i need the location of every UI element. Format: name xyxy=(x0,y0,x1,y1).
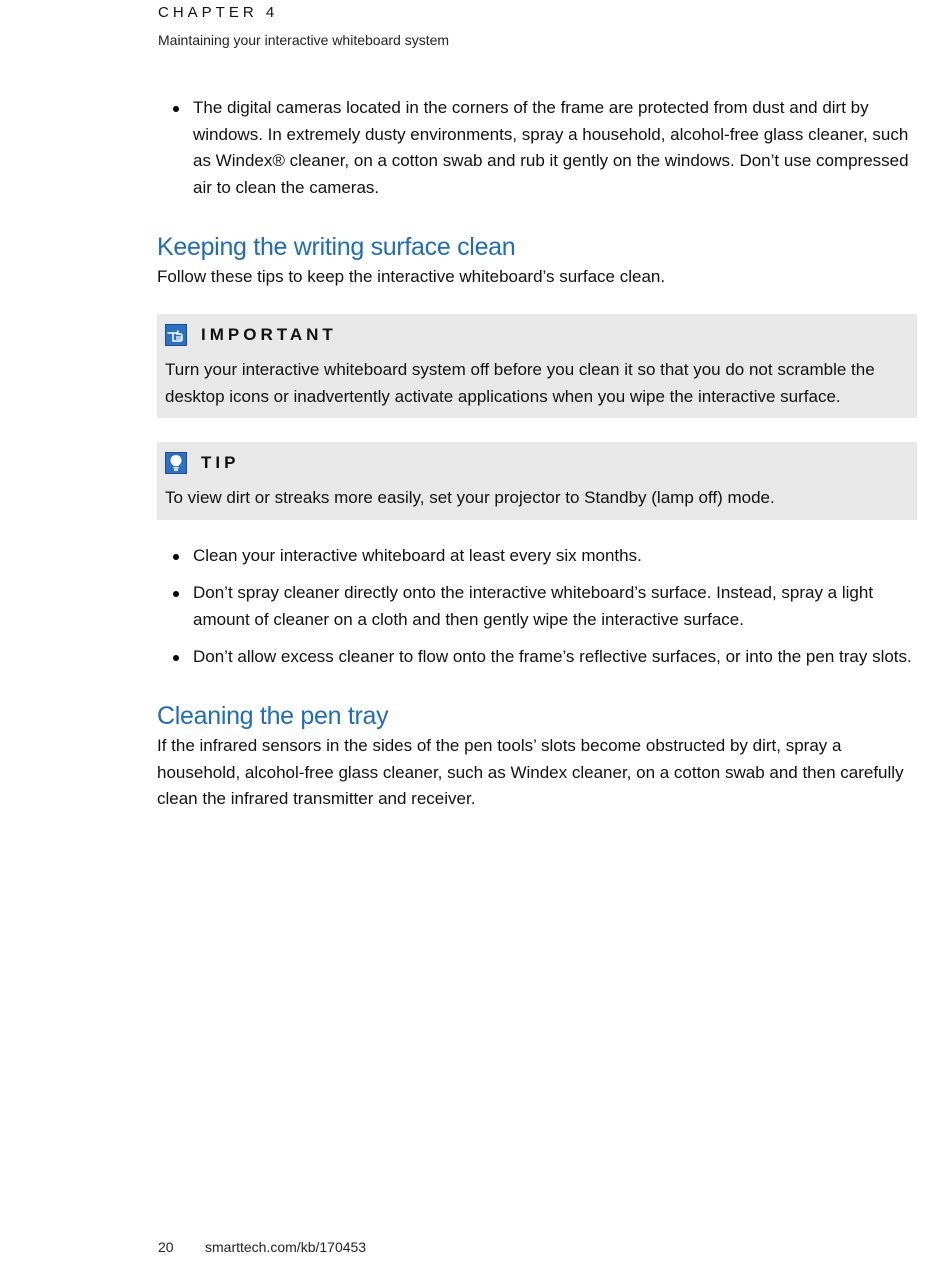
camera-bullet-list xyxy=(157,95,922,212)
section-heading-writing-surface: Keeping the writing surface clean xyxy=(157,233,516,261)
page-number: 20 xyxy=(158,1239,174,1255)
chapter-subtitle: Maintaining your interactive whiteboard system xyxy=(158,32,450,48)
bullet-icon xyxy=(173,591,179,597)
list-item xyxy=(157,95,922,201)
list-item-text: The digital cameras located in the corners of the frame are protected from dust and dirt by windows. In extremely dusty environments, spray a household, alcohol-free glass cleaner, such as Windex® cleaner, on a cotton swab and rub it gently on the windows. Don’t use compressed air to clean the cameras. xyxy=(193,98,909,197)
chapter-label: CHAPTER 4 xyxy=(158,4,279,21)
list-item xyxy=(157,644,922,671)
important-text: Turn your interactive whiteboard system off before you clean it so that you do not scramble the desktop icons or inadvertently activate applications when you wipe the interactive surface. xyxy=(165,360,875,406)
list-item xyxy=(157,543,922,570)
lightbulb-icon xyxy=(165,452,187,474)
bullet-icon xyxy=(173,655,179,661)
section-heading-pen-tray: Cleaning the pen tray xyxy=(157,702,389,730)
tip-title: TIP xyxy=(201,453,240,472)
list-item-text: Clean your interactive whiteboard at least every six months. xyxy=(193,546,642,565)
pen-tray-text: If the infrared sensors in the sides of the pen tools’ slots become obstructed by dirt, spray a household, alcohol-free glass cleaner, such as Windex cleaner, on a cotton swab and then carefully clean the infrared transmitter and receiver. xyxy=(157,736,904,808)
tip-text: To view dirt or streaks more easily, set your projector to Standby (lamp off) mode. xyxy=(165,488,775,507)
list-item-text: Don’t spray cleaner directly onto the interactive whiteboard’s surface. Instead, spray a light amount of cleaner on a cloth and then gently wipe the interactive surface. xyxy=(193,583,874,629)
list-item-text: Don’t allow excess cleaner to flow onto the frame’s reflective surfaces, or into the pen tray slots. xyxy=(193,646,912,666)
bullet-icon xyxy=(173,554,179,560)
footer-url: smarttech.com/kb/170453 xyxy=(205,1239,367,1255)
pointing-hand-icon xyxy=(165,324,187,346)
bullet-icon xyxy=(173,106,179,112)
important-title: IMPORTANT xyxy=(201,325,337,344)
important-callout xyxy=(157,314,917,418)
tip-callout xyxy=(157,442,917,520)
cleaning-tips-list xyxy=(157,543,922,681)
section-intro-text: Follow these tips to keep the interactive whiteboard’s surface clean. xyxy=(157,267,666,286)
list-item xyxy=(157,580,922,633)
